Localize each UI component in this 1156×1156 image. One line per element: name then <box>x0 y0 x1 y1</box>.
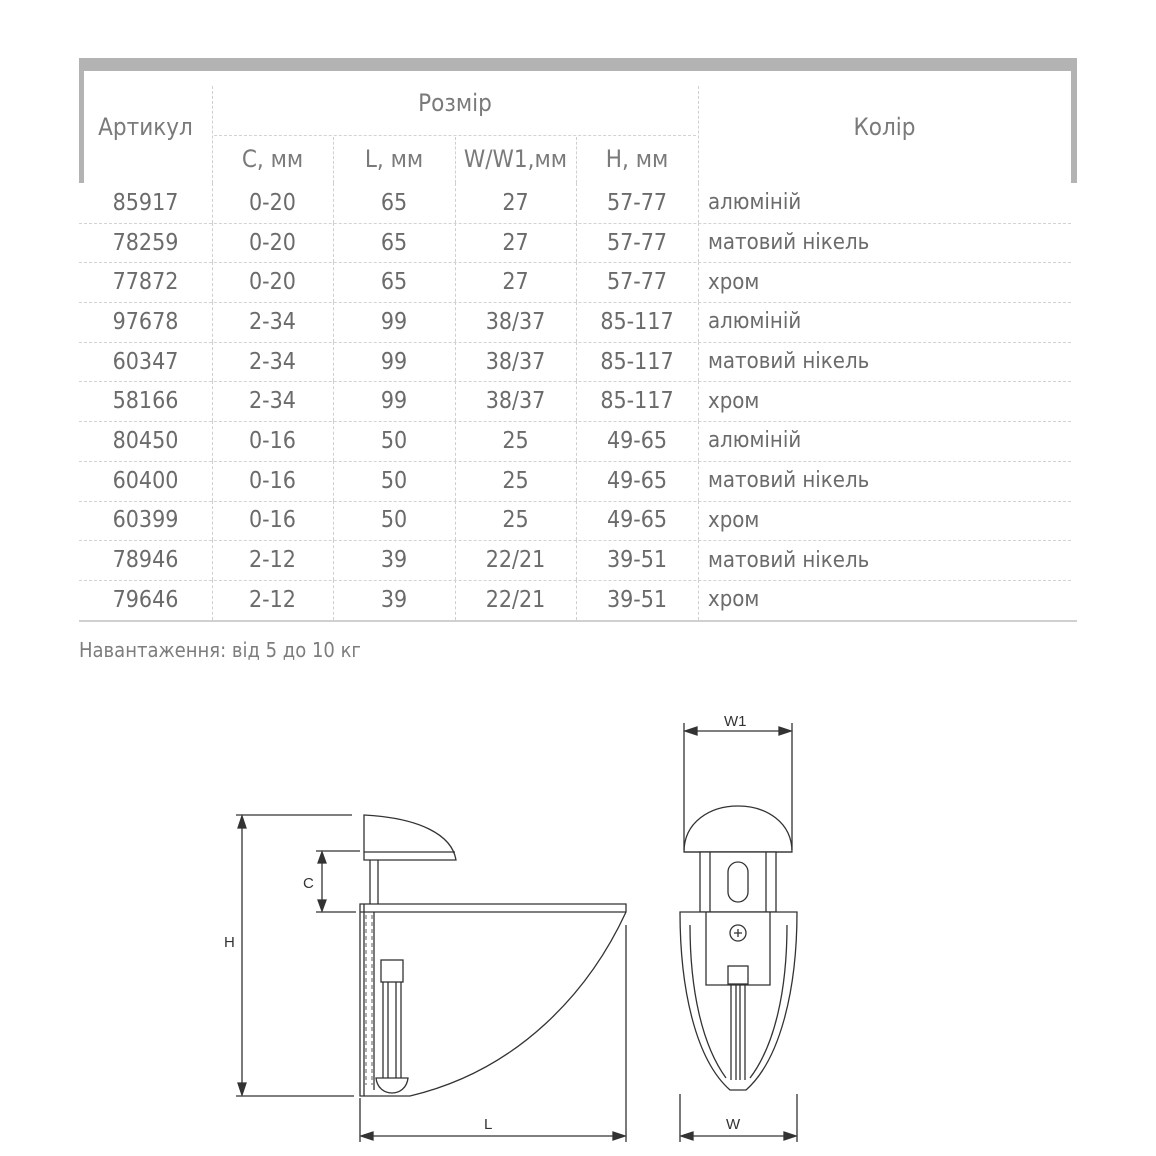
header-size-group: Розмір <box>418 89 492 117</box>
cell-w: 25 <box>502 507 529 534</box>
label-c: C <box>303 875 314 892</box>
cell-article: 60400 <box>112 467 179 494</box>
cell-c: 0-16 <box>249 467 296 494</box>
cell-article: 80450 <box>112 427 179 454</box>
cell-l: 50 <box>380 427 408 454</box>
header-h: H, мм <box>605 145 669 173</box>
cell-h: 57-77 <box>606 189 668 216</box>
cell-article: 85917 <box>112 189 179 216</box>
cell-color: хром <box>708 269 760 295</box>
cell-l: 39 <box>380 547 408 574</box>
cell-c: 0-16 <box>249 507 296 534</box>
cell-c: 0-16 <box>249 427 296 454</box>
cell-c: 2-34 <box>249 388 296 415</box>
cell-article: 79646 <box>112 586 179 613</box>
cell-article: 78259 <box>112 229 179 256</box>
side-view <box>236 815 626 1142</box>
cell-w: 38/37 <box>485 348 546 375</box>
cell-color: матовий нікель <box>708 349 870 375</box>
cell-color: матовий нікель <box>708 547 870 573</box>
cell-l: 99 <box>380 388 408 415</box>
cell-w: 25 <box>502 467 529 494</box>
cell-w: 22/21 <box>485 586 546 613</box>
cell-c: 2-34 <box>249 308 296 335</box>
cell-w: 38/37 <box>485 388 546 415</box>
cell-h: 39-51 <box>606 586 668 613</box>
cell-h: 39-51 <box>606 547 668 574</box>
cell-w: 27 <box>502 269 529 296</box>
cell-color: матовий нікель <box>708 468 870 494</box>
cell-color: хром <box>708 388 760 414</box>
label-w: W <box>726 1116 741 1133</box>
cell-l: 65 <box>380 229 408 256</box>
cell-h: 85-117 <box>600 308 674 335</box>
label-h: H <box>224 934 235 951</box>
cell-article: 97678 <box>112 308 179 335</box>
cell-color: хром <box>708 587 760 613</box>
cell-color: алюміній <box>708 190 802 216</box>
header-w: W/W1,мм <box>463 145 568 173</box>
cell-h: 85-117 <box>600 388 674 415</box>
load-note: Навантаження: від 5 до 10 кг <box>79 638 361 662</box>
cell-article: 60347 <box>112 348 179 375</box>
header-color: Колір <box>853 113 916 141</box>
cell-h: 49-65 <box>606 467 668 494</box>
cell-l: 50 <box>380 507 408 534</box>
cell-article: 78946 <box>112 547 179 574</box>
cell-h: 49-65 <box>606 507 668 534</box>
cell-c: 2-12 <box>249 547 296 574</box>
cell-color: алюміній <box>708 428 802 454</box>
cell-article: 77872 <box>112 269 179 296</box>
cell-article: 60399 <box>112 507 179 534</box>
cell-l: 39 <box>380 586 408 613</box>
label-w1: W1 <box>724 713 747 730</box>
cell-l: 50 <box>380 467 408 494</box>
cell-h: 57-77 <box>606 269 668 296</box>
cell-c: 0-20 <box>249 229 296 256</box>
header-c: С, мм <box>241 145 304 173</box>
cell-w: 25 <box>502 427 529 454</box>
label-l: L <box>484 1116 493 1133</box>
cell-h: 57-77 <box>606 229 668 256</box>
cell-w: 27 <box>502 229 529 256</box>
cell-color: хром <box>708 507 760 533</box>
cell-color: алюміній <box>708 309 802 335</box>
cell-c: 0-20 <box>249 269 296 296</box>
cell-c: 2-12 <box>249 586 296 613</box>
front-view <box>680 723 797 1142</box>
header-article: Артикул <box>98 113 193 141</box>
cell-w: 38/37 <box>485 308 546 335</box>
cell-c: 2-34 <box>249 348 296 375</box>
cell-article: 58166 <box>112 388 179 415</box>
header-l: L, мм <box>364 145 424 173</box>
cell-color: матовий нікель <box>708 230 870 256</box>
cell-w: 27 <box>502 189 529 216</box>
cell-l: 99 <box>380 308 408 335</box>
cell-l: 99 <box>380 348 408 375</box>
cell-w: 22/21 <box>485 547 546 574</box>
cell-l: 65 <box>380 189 408 216</box>
cell-c: 0-20 <box>249 189 296 216</box>
cell-h: 85-117 <box>600 348 674 375</box>
cell-h: 49-65 <box>606 427 668 454</box>
cell-l: 65 <box>380 269 408 296</box>
